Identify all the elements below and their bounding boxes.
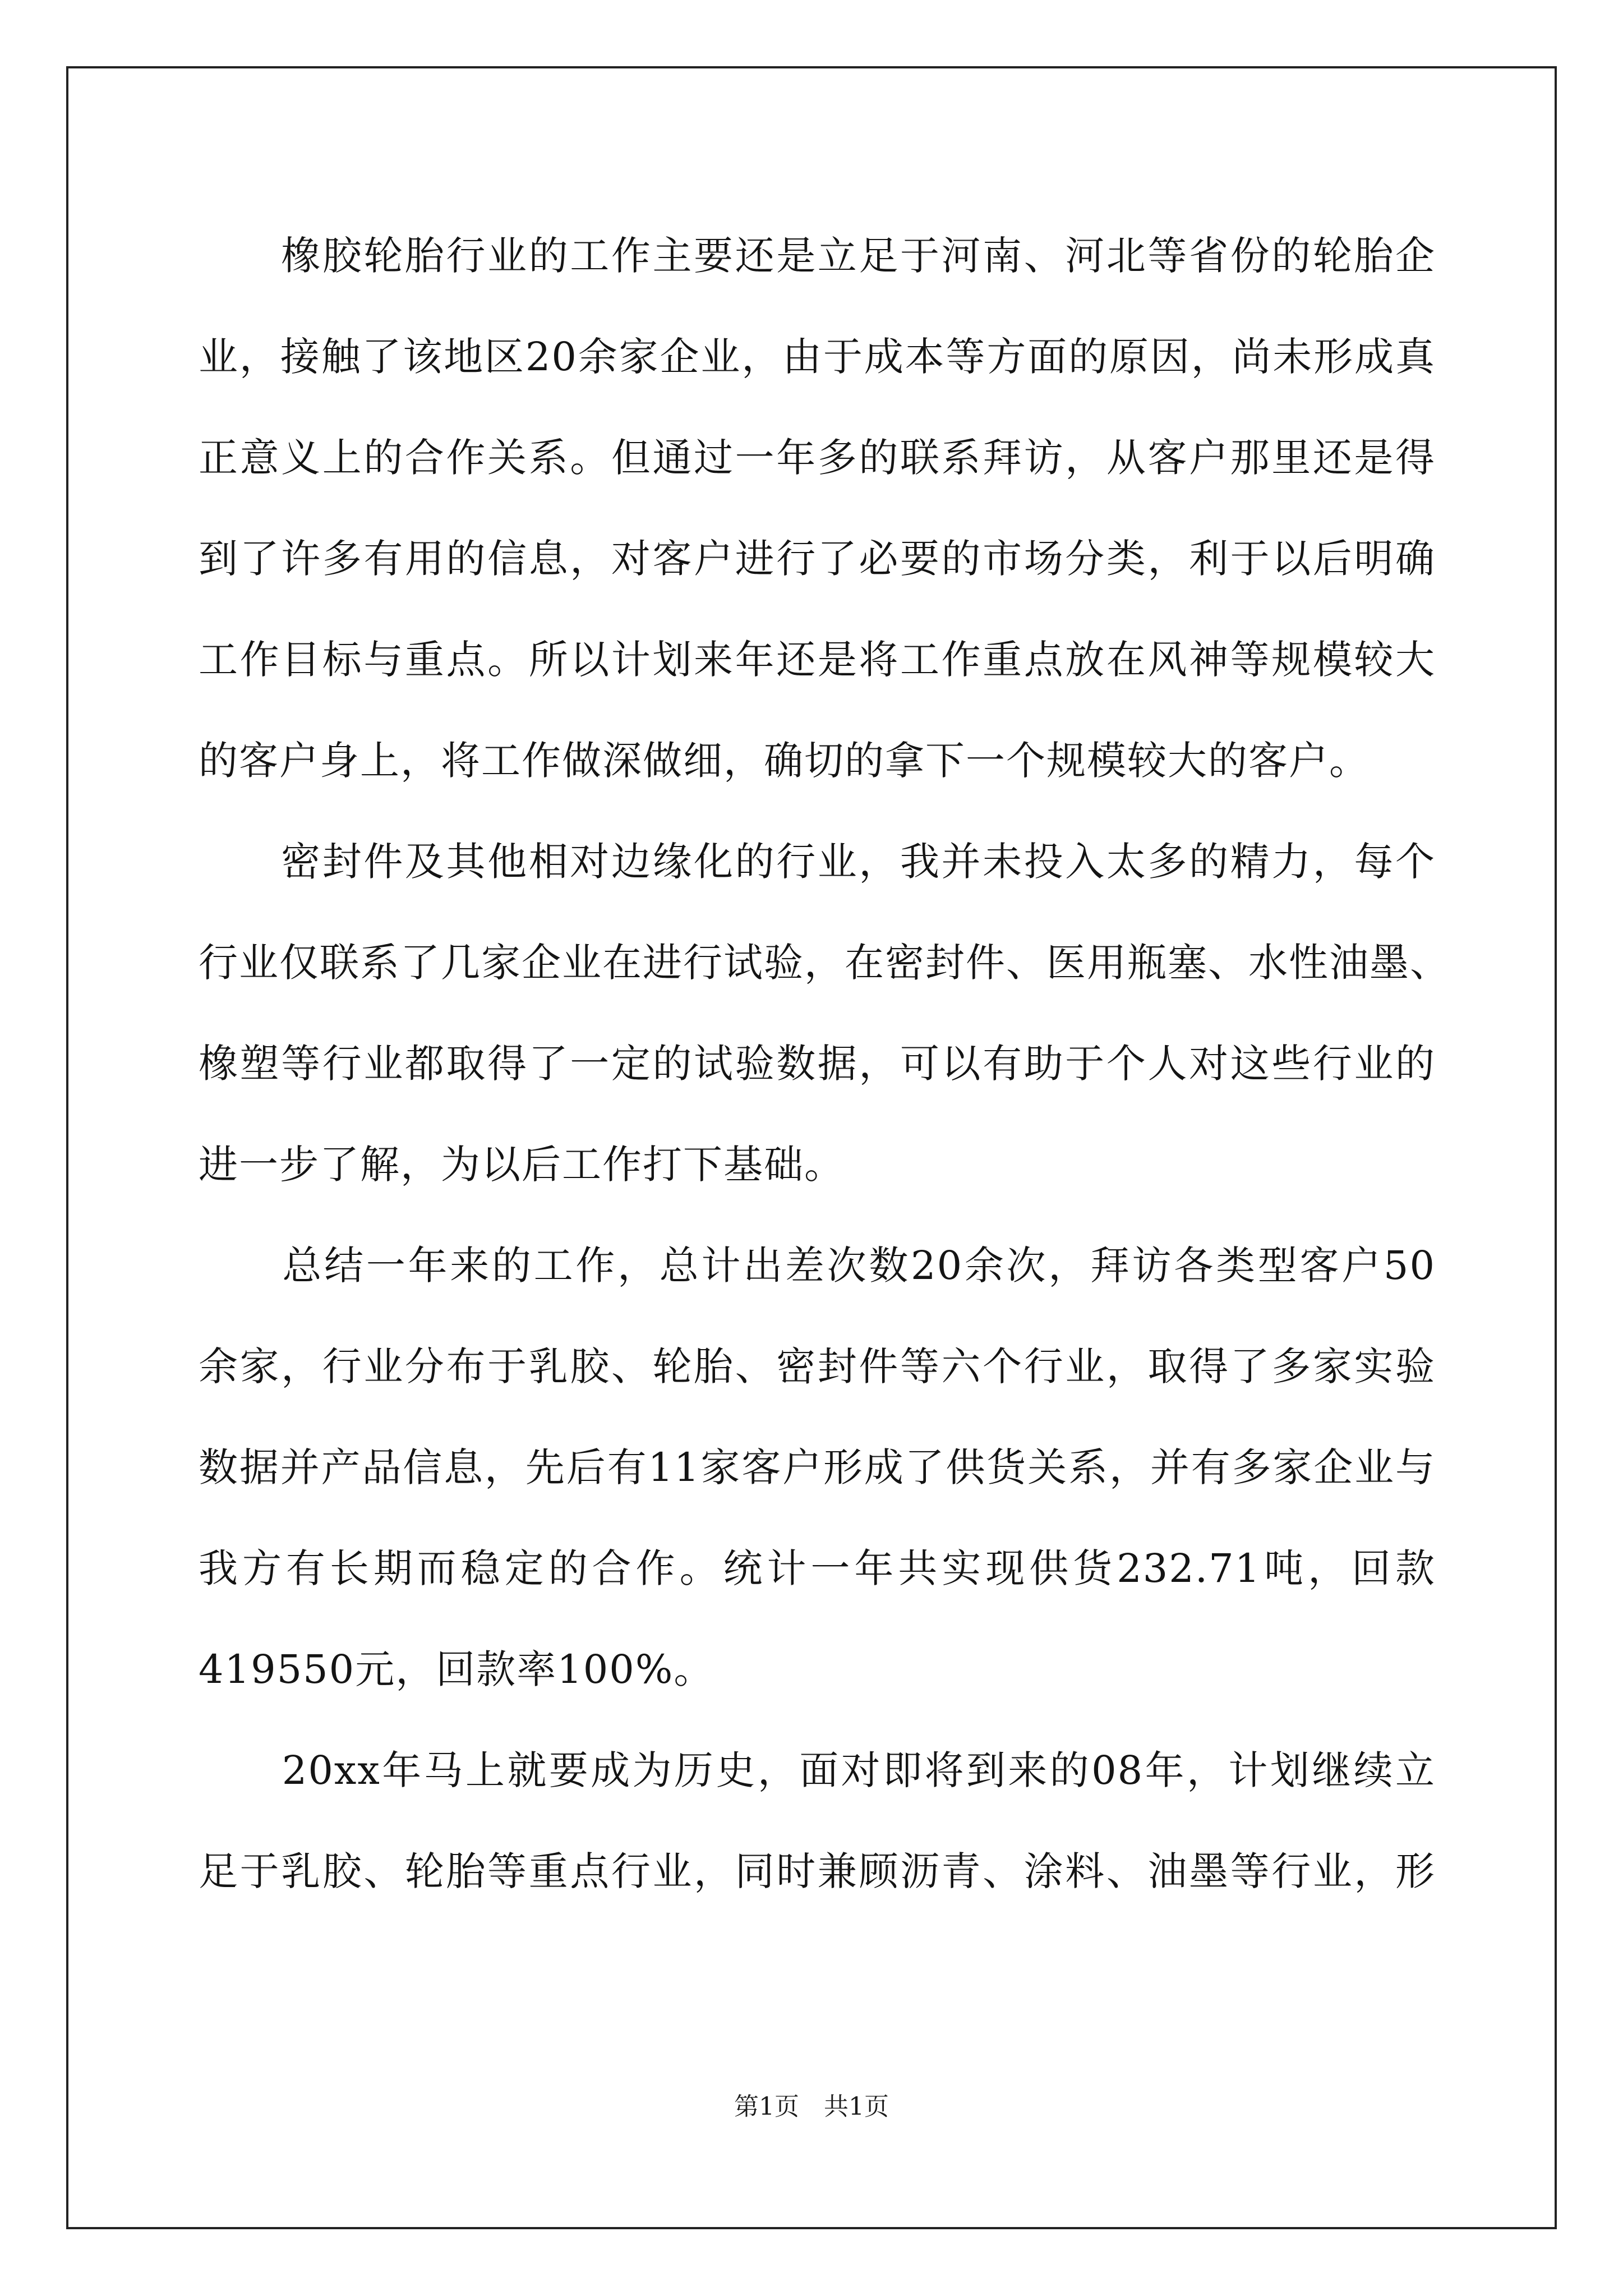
text-line: 密封件及其他相对边缘化的行业，我并未投入太多的精力，每个 xyxy=(199,839,1436,885)
text-line: 进一步了解，为以后工作打下基础。 xyxy=(199,1142,845,1188)
text-line: 我方有长期而稳定的合作。统计一年共实现供货232.71吨，回款 xyxy=(199,1545,1436,1591)
text-line: 的客户身上，将工作做深做细，确切的拿下一个规模较大的客户。 xyxy=(199,738,1370,784)
text-line: 余家，行业分布于乳胶、轮胎、密封件等六个行业，取得了多家实验 xyxy=(199,1343,1436,1389)
text-line: 工作目标与重点。所以计划来年还是将工作重点放在风神等规模较大 xyxy=(199,637,1436,683)
text-line: 足于乳胶、轮胎等重点行业，同时兼顾沥青、涂料、油墨等行业，形 xyxy=(199,1848,1436,1894)
text-line: 20xx年马上就要成为历史，面对即将到来的08年，计划继续立 xyxy=(199,1747,1436,1793)
text-line: 419550元，回款率100%。 xyxy=(199,1646,714,1692)
text-line: 到了许多有用的信息，对客户进行了必要的市场分类，利于以后明确 xyxy=(199,536,1436,582)
text-line: 数据并产品信息，先后有11家客户形成了供货关系，并有多家企业与 xyxy=(199,1444,1436,1490)
text-line: 橡塑等行业都取得了一定的试验数据，可以有助于个人对这些行业的 xyxy=(199,1041,1436,1087)
text-line: 业，接触了该地区20余家企业，由于成本等方面的原因，尚未形成真 xyxy=(199,334,1436,380)
page-number: 第1页 共1页 xyxy=(734,2092,889,2121)
page-footer xyxy=(0,2090,1623,2124)
text-line: 总结一年来的工作，总计出差次数20余次，拜访各类型客户50 xyxy=(199,1243,1436,1289)
text-line: 行业仅联系了几家企业在进行试验，在密封件、医用瓶塞、水性油墨、 xyxy=(199,940,1450,986)
text-line: 正意义上的合作关系。但通过一年多的联系拜访，从客户那里还是得 xyxy=(199,435,1436,481)
text-line: 橡胶轮胎行业的工作主要还是立足于河南、河北等省份的轮胎企 xyxy=(199,233,1436,279)
